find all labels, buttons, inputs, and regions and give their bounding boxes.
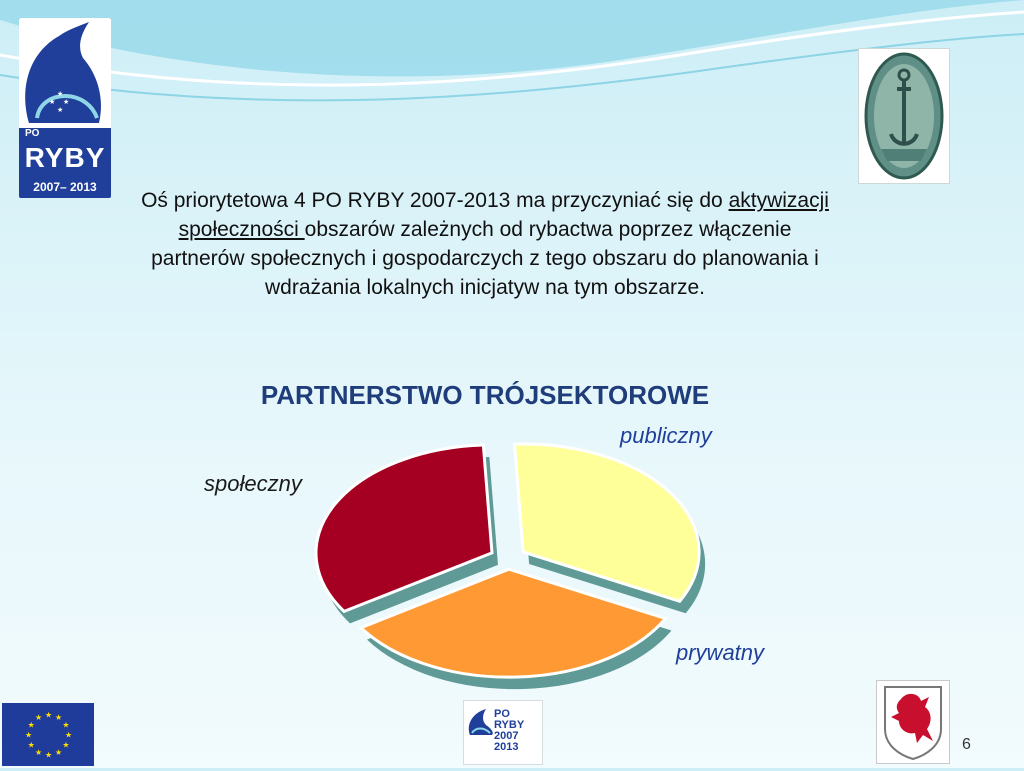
svg-text:★: ★ xyxy=(49,99,56,106)
small-fish-icon xyxy=(466,707,496,737)
body-text-underlined: aktywizacji społeczności xyxy=(178,189,829,241)
eu-star: ★ xyxy=(62,720,70,730)
eu-stars-icon xyxy=(2,703,94,766)
eu-star: ★ xyxy=(35,747,43,757)
eu-star: ★ xyxy=(45,750,53,760)
slice-label-prywatny: prywatny xyxy=(676,640,765,665)
eu-star: ★ xyxy=(27,740,35,750)
small-logo-text: PO RYBY 2007 2013 xyxy=(494,708,524,753)
eu-star: ★ xyxy=(55,713,63,723)
eu-star: ★ xyxy=(62,740,70,750)
logo-years-text: 2007– 2013 xyxy=(33,180,97,194)
eu-star: ★ xyxy=(25,730,33,740)
eu-star: ★ xyxy=(45,710,53,720)
svg-text:★: ★ xyxy=(63,99,70,106)
eu-flag xyxy=(2,703,94,766)
logo-po-text: PO xyxy=(25,128,40,139)
eu-star: ★ xyxy=(35,713,43,723)
svg-text:★: ★ xyxy=(57,107,64,114)
griffin-icon xyxy=(877,681,949,763)
body-text-part2: obszarów zależnych od rybactwa poprzez włączenie partnerów społecznych i gospodarczych z tego obszaru do planowania i wdrażania lokalnych inicjatyw na tym obszarze. xyxy=(151,218,819,299)
po-ryby-small-logo xyxy=(463,700,543,765)
slice-label-spoleczny: społeczny xyxy=(204,471,302,496)
eu-star: ★ xyxy=(27,720,35,730)
logo-ryby-text: RYBY xyxy=(24,142,106,173)
slice-label-publiczny: publiczny xyxy=(620,423,712,448)
svg-text:★: ★ xyxy=(57,91,64,98)
body-text-part1: Oś priorytetowa 4 PO RYBY 2007-2013 ma przyczyniać się do xyxy=(141,189,729,212)
chart-title: PARTNERSTWO TRÓJSEKTOROWE xyxy=(260,380,710,410)
page-number: 6 xyxy=(962,736,971,753)
eu-star: ★ xyxy=(55,747,63,757)
griffin-coat-of-arms xyxy=(876,680,950,764)
pie-slice-publiczny xyxy=(514,444,699,601)
eu-star: ★ xyxy=(65,730,73,740)
